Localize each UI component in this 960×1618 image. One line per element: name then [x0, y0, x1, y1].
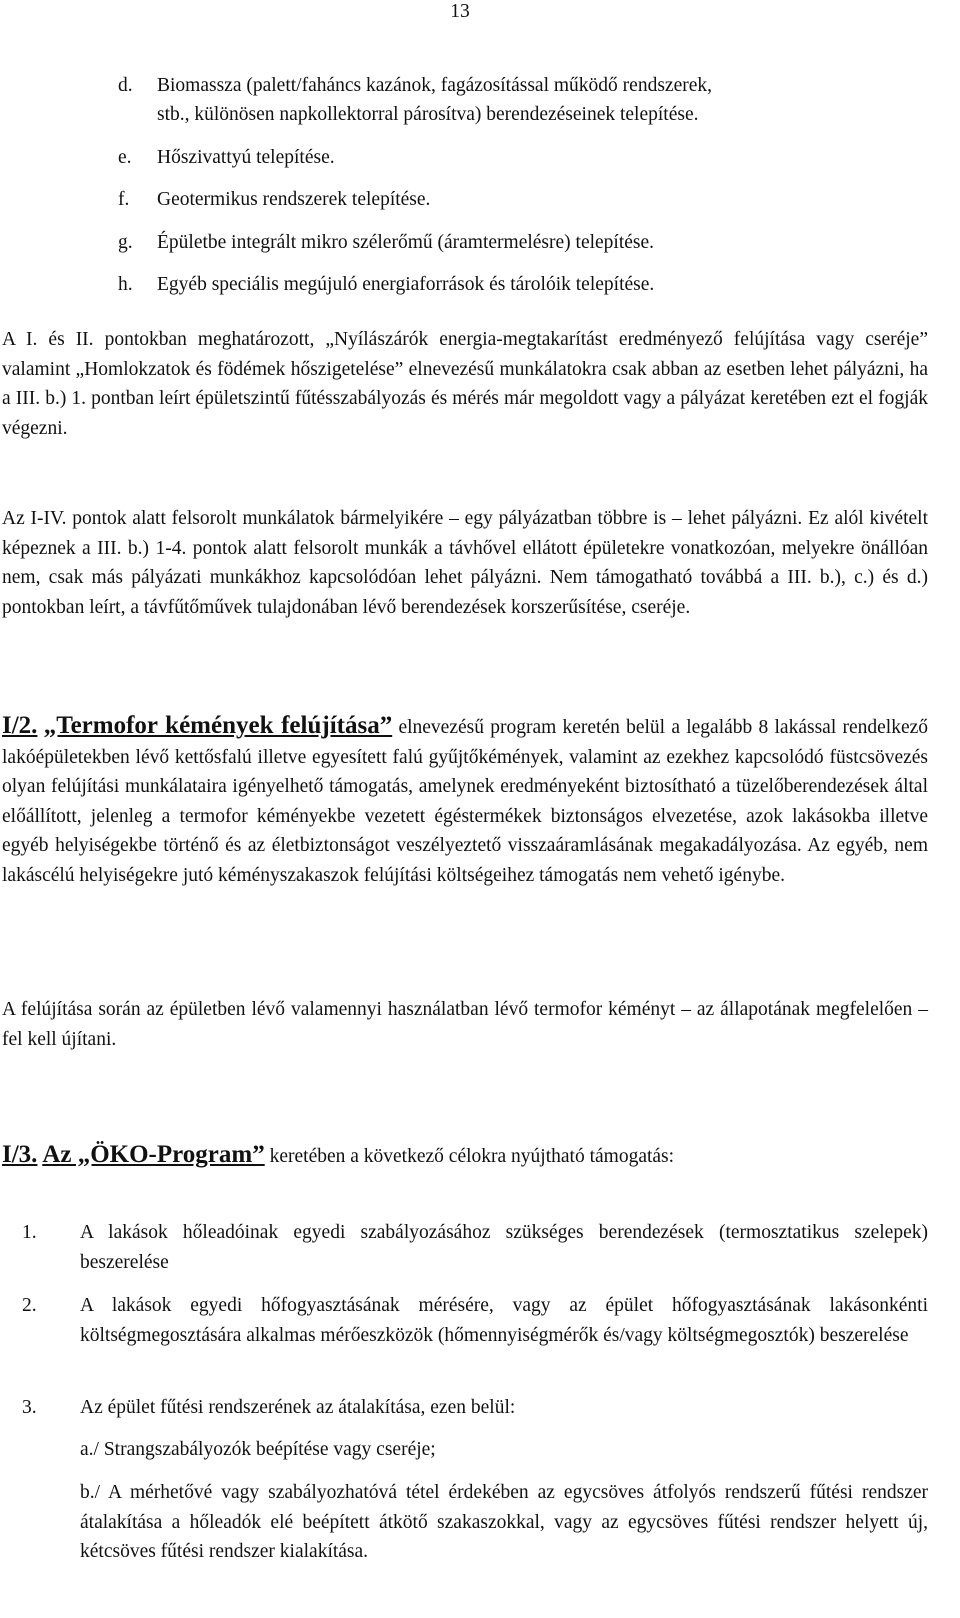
sub-item: a./ Strangszabályozók beépítése vagy cseréje; — [80, 1439, 436, 1460]
list-item-label: g. — [118, 232, 133, 253]
list-item-number: 2. — [22, 1295, 37, 1316]
section-number: I/2. — [2, 712, 38, 739]
list-item-label: e. — [118, 147, 132, 168]
list-item-label: h. — [118, 274, 133, 295]
section-number: I/3. — [2, 1141, 38, 1168]
list-item-text: A lakások egyedi hőfogyasztásának mérésére, vagy az épület hőfogyasztásának lakásonkénti költségmegosztására alkalmas mérőeszközök (hőmennyiségmérők és/vagy költségmegosztók) beszerelése — [80, 1295, 928, 1346]
section-title: „Termofor kémények felújítása” — [43, 712, 393, 739]
list-item-label: f. — [118, 189, 130, 210]
list-item-number: 1. — [22, 1222, 37, 1243]
paragraph: A I. és II. pontokban meghatározott, „Nyílászárók energia-megtakarítást eredményező felújítása vagy cseréje” valamint „Homlokzatok és födémek hőszigetelése” elnevezésű munkálatokra csak abban az esetben lehet pályázni, ha a III. b.) 1. pontban leírt épületszintű fűtésszabályozás és mérés már megoldott vagy a pályázat keretében ezt el fogják végezni. — [2, 329, 928, 439]
paragraph: A felújítása során az épületben lévő valamennyi használatban lévő termofor kéményt – az állapotának megfelelően – fel kell újítani. — [2, 999, 928, 1050]
list-item-text: A lakások hőleadóinak egyedi szabályozásához szükséges berendezések (termosztatikus szelepek) beszerelése — [80, 1222, 928, 1273]
list-item-number: 3. — [22, 1397, 37, 1418]
sub-item: b./ A mérhetővé vagy szabályozhatóvá tétel érdekében az egycsöves átfolyós rendszerű fűtési rendszer átalakítása a hőleadók elé beépített átkötő szakaszokkal, vagy az egycsöves fűtési rendszer helyett új, kétcsöves fűtési rendszer kialakítása. — [80, 1482, 928, 1562]
list-item-text: Biomassza (palett/faháncs kazánok, fagázosítással működő rendszerek, — [157, 75, 712, 96]
list-item-text: Az épület fűtési rendszerének az átalakítása, ezen belül: — [80, 1397, 516, 1418]
section-text: elnevezésű program keretén belül a legalább 8 lakással rendelkező lakóépületekben lévő kettősfalú illetve egyesített falú gyűjtőkémények, valamint az ezekhez kapcsolódó füstcsövezés olyan felújítási munkálataira igényelhető támogatás, amelynek eredményeként biztosítható a tüzelőberendezések által előállított, jelenleg a termofor kéményekbe vezetett égéstermékek biztonságos elvezetése, azok lakásokba illetve egyéb helyiségekbe történő és az életbiztonságot veszélyeztető visszaáramlásának megakadályozása. Az egyéb, nem lakáscélú helyiségekre jutó kéményszakaszok felújítási költségeihez támogatás nem vehető igénybe. — [2, 717, 928, 886]
section-paragraph — [2, 711, 928, 890]
section-text: keretében a következő célokra nyújtható támogatás: — [264, 1146, 675, 1167]
section-title: Az „ÖKO-Program” — [42, 1141, 265, 1168]
list-item-text: Egyéb speciális megújuló energiaforrások és tárolóik telepítése. — [157, 274, 655, 295]
list-item-text: Geotermikus rendszerek telepítése. — [157, 189, 431, 210]
page-number: 13 — [450, 1, 470, 22]
list-item-text: stb., különösen napkollektorral párosítva) berendezéseinek telepítése. — [157, 104, 699, 125]
list-item-text: Hőszivattyú telepítése. — [157, 147, 335, 168]
paragraph: Az I-IV. pontok alatt felsorolt munkálatok bármelyikére – egy pályázatban többre is – lehet pályázni. Ez alól kivételt képeznek a III. b.) 1-4. pontok alatt felsorolt munkák a távhővel ellátott épületekre vonatkozóan, melyekre önállóan nem, csak más pályázati munkákhoz kapcsolódóan lehet pályázni. Nem támogatható továbbá a III. b.), c.) és d.) pontokban leírt, a távfűtőművek tulajdonában lévő berendezések korszerűsítése, cseréje. — [2, 508, 928, 618]
list-item-text: Épületbe integrált mikro szélerőmű (áramtermelésre) telepítése. — [157, 232, 655, 253]
section-paragraph — [2, 1140, 928, 1172]
list-item-label: d. — [118, 75, 133, 96]
